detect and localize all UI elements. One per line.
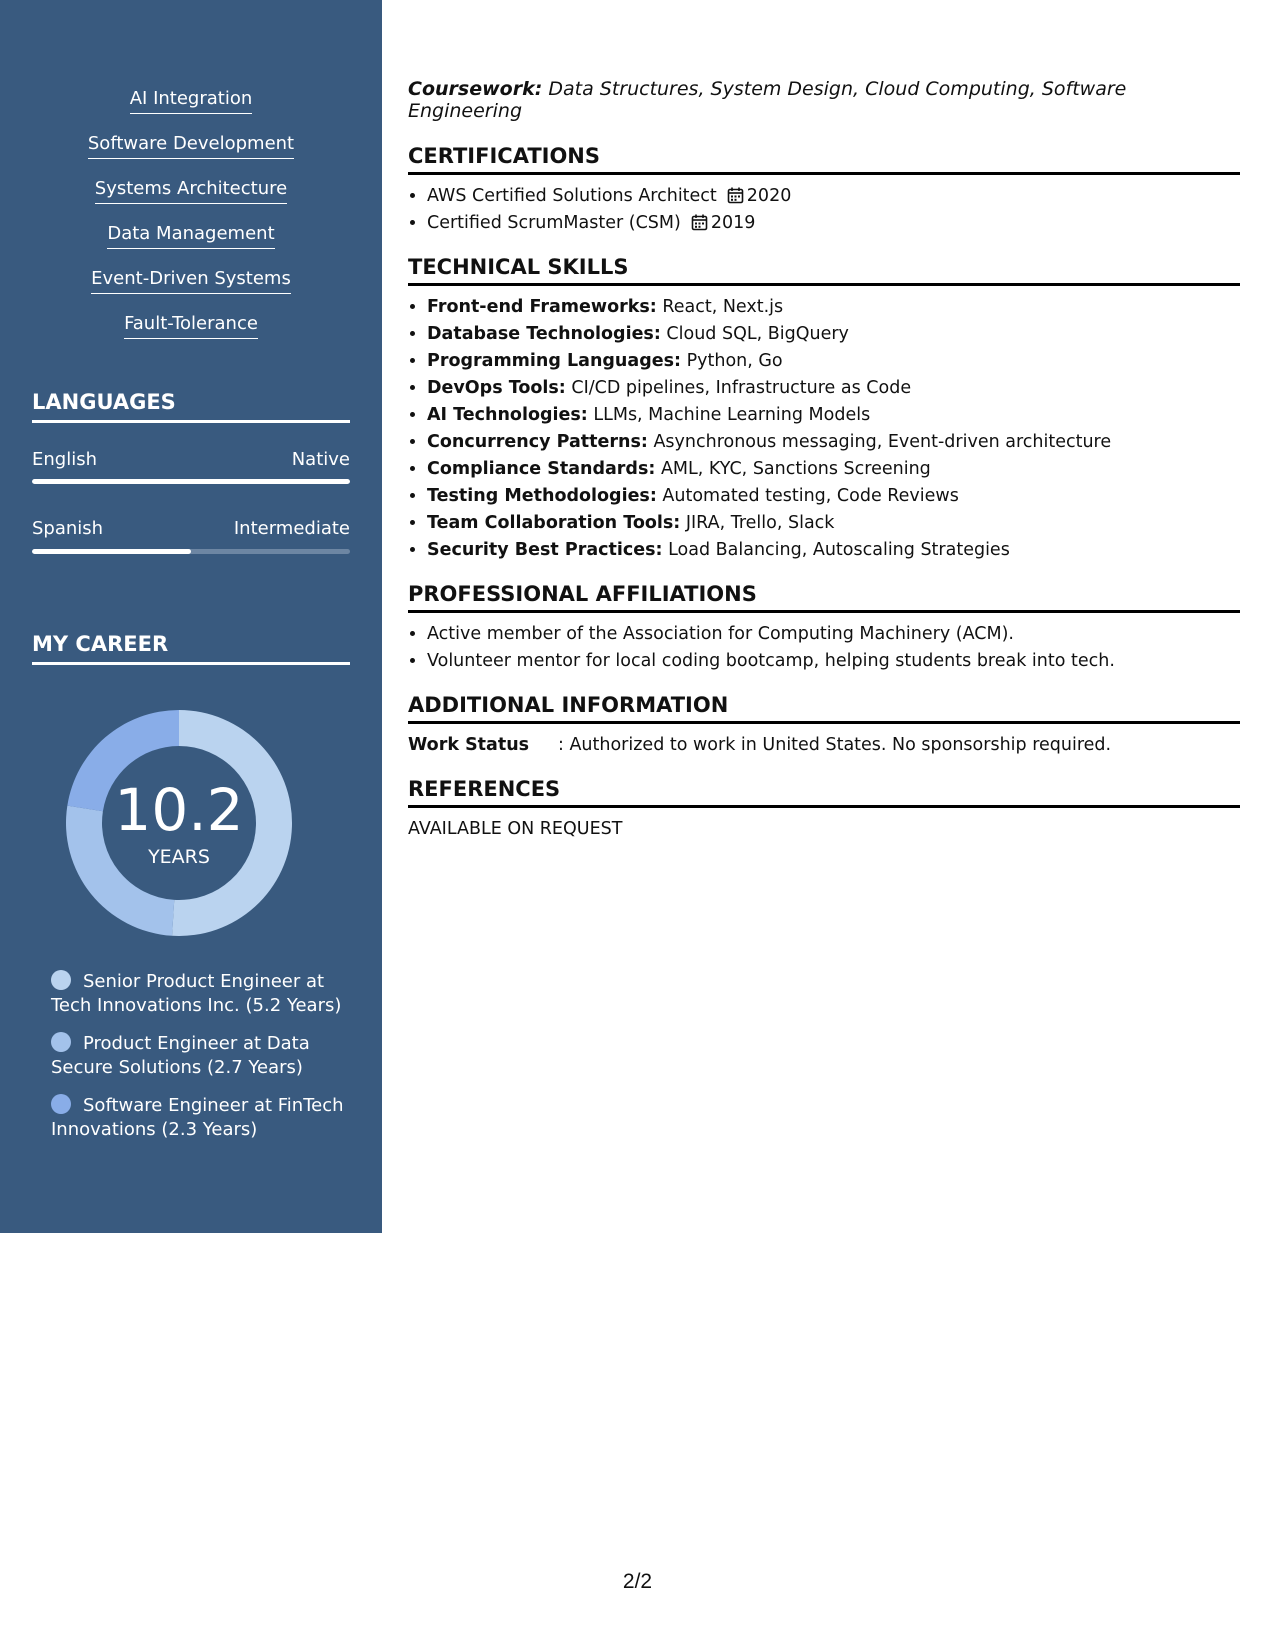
affiliations-heading: PROFESSIONAL AFFILIATIONS: [408, 582, 1240, 613]
skill-link[interactable]: Data Management: [107, 223, 274, 249]
language-level: Native: [291, 449, 350, 470]
tech-skill-item: [427, 483, 1240, 510]
work-status-row: [408, 732, 1240, 759]
skill-link[interactable]: Systems Architecture: [95, 178, 287, 204]
tech-skill-label: Team Collaboration Tools:: [427, 513, 681, 533]
affiliation-item: • Volunteer mentor for local coding bootcamp, helping students break into tech.: [427, 648, 1240, 675]
tech-skill-value: AML, KYC, Sanctions Screening: [655, 459, 931, 479]
tech-skill-item: [427, 321, 1240, 348]
tech-skill-label: Testing Methodologies:: [427, 486, 657, 506]
tech-skill-label: Security Best Practices:: [427, 540, 663, 560]
tech-skill-value: Asynchronous messaging, Event-driven architecture: [647, 432, 1112, 452]
tech-skill-value: LLMs, Machine Learning Models: [587, 405, 871, 425]
legend-dot-icon: [51, 1032, 71, 1052]
sidebar: [0, 0, 382, 1233]
certification-name: AWS Certified Solutions Architect: [427, 186, 717, 206]
language-bar: [32, 479, 350, 484]
skills-list: [0, 88, 382, 358]
career-unit: YEARS: [148, 846, 210, 868]
calendar-icon: [727, 187, 744, 204]
skill-link[interactable]: Event-Driven Systems: [91, 268, 291, 294]
language-bar: [32, 549, 350, 554]
coursework: [408, 78, 1240, 122]
career-total: 10.2: [114, 776, 244, 844]
affiliation-item: • Active member of the Association for Computing Machinery (ACM).: [427, 621, 1240, 648]
tech-skill-item: [427, 375, 1240, 402]
skill-link[interactable]: Fault-Tolerance: [124, 313, 258, 339]
certifications-heading: CERTIFICATIONS: [408, 144, 1240, 175]
languages-heading: LANGUAGES: [32, 390, 350, 423]
tech-skill-label: Compliance Standards:: [427, 459, 656, 479]
tech-skill-item: [427, 456, 1240, 483]
tech-skill-value: JIRA, Trello, Slack: [680, 513, 835, 533]
tech-skill-item: [427, 537, 1240, 564]
page-number: 2/2: [622, 1570, 653, 1593]
legend-dot-icon: [51, 970, 71, 990]
technical-skills-list: [408, 294, 1240, 564]
career-item: [51, 1032, 351, 1080]
career-heading: MY CAREER: [32, 632, 350, 665]
language-name: English: [32, 449, 97, 470]
certification-year: 2019: [710, 213, 756, 233]
work-status-label: Work Status: [408, 735, 530, 755]
legend-dot-icon: [51, 1094, 71, 1114]
technical-skills-heading: TECHNICAL SKILLS: [408, 255, 1240, 286]
career-donut-chart: [66, 710, 292, 936]
tech-skill-item: [427, 348, 1240, 375]
coursework-label: Coursework:: [408, 78, 543, 100]
affiliations-list: [408, 621, 1240, 675]
tech-skill-item: [427, 402, 1240, 429]
certification-item: [427, 183, 1240, 210]
tech-skill-item: [427, 510, 1240, 537]
language-row: [32, 518, 350, 539]
tech-skill-value: React, Next.js: [656, 297, 784, 317]
language-row: [32, 449, 350, 470]
tech-skill-item: [427, 429, 1240, 456]
language-bar-fill: [32, 479, 350, 484]
language-name: Spanish: [32, 518, 104, 539]
career-item-label: Software Engineer at FinTech Innovations (2.3 Years): [51, 1095, 344, 1140]
references-heading: REFERENCES: [408, 777, 1240, 808]
certification-item: [427, 210, 1240, 237]
tech-skill-label: AI Technologies:: [427, 405, 588, 425]
coursework-text: Data Structures, System Design, Cloud Computing, Software Engineering: [408, 78, 1127, 122]
calendar-icon: [691, 214, 708, 231]
career-item: [51, 1094, 351, 1142]
career-item-label: Senior Product Engineer at Tech Innovations Inc. (5.2 Years): [51, 971, 342, 1016]
certifications-list: [408, 183, 1240, 237]
tech-skill-value: Cloud SQL, BigQuery: [660, 324, 849, 344]
tech-skill-label: DevOps Tools:: [427, 378, 566, 398]
certification-year: 2020: [746, 186, 792, 206]
language-bar-fill: [32, 549, 191, 554]
tech-skill-label: Front-end Frameworks:: [427, 297, 657, 317]
tech-skill-label: Concurrency Patterns:: [427, 432, 648, 452]
tech-skill-label: Database Technologies:: [427, 324, 661, 344]
tech-skill-value: Python, Go: [681, 351, 783, 371]
additional-info-heading: ADDITIONAL INFORMATION: [408, 693, 1240, 724]
career-item: [51, 970, 351, 1018]
work-status-value: : Authorized to work in United States. No sponsorship required.: [558, 735, 1112, 755]
tech-skill-value: CI/CD pipelines, Infrastructure as Code: [565, 378, 912, 398]
skill-link[interactable]: AI Integration: [130, 88, 253, 114]
references-text: AVAILABLE ON REQUEST: [408, 819, 623, 839]
certification-name: Certified ScrumMaster (CSM): [427, 213, 681, 233]
language-level: Intermediate: [233, 518, 350, 539]
tech-skill-label: Programming Languages:: [427, 351, 682, 371]
career-item-label: Product Engineer at Data Secure Solutions (2.7 Years): [51, 1033, 310, 1078]
career-legend: [51, 970, 351, 1156]
tech-skill-value: Automated testing, Code Reviews: [656, 486, 959, 506]
tech-skill-value: Load Balancing, Autoscaling Strategies: [662, 540, 1010, 560]
skill-link[interactable]: Software Development: [88, 133, 294, 159]
tech-skill-item: [427, 294, 1240, 321]
main-content: [408, 78, 1240, 843]
